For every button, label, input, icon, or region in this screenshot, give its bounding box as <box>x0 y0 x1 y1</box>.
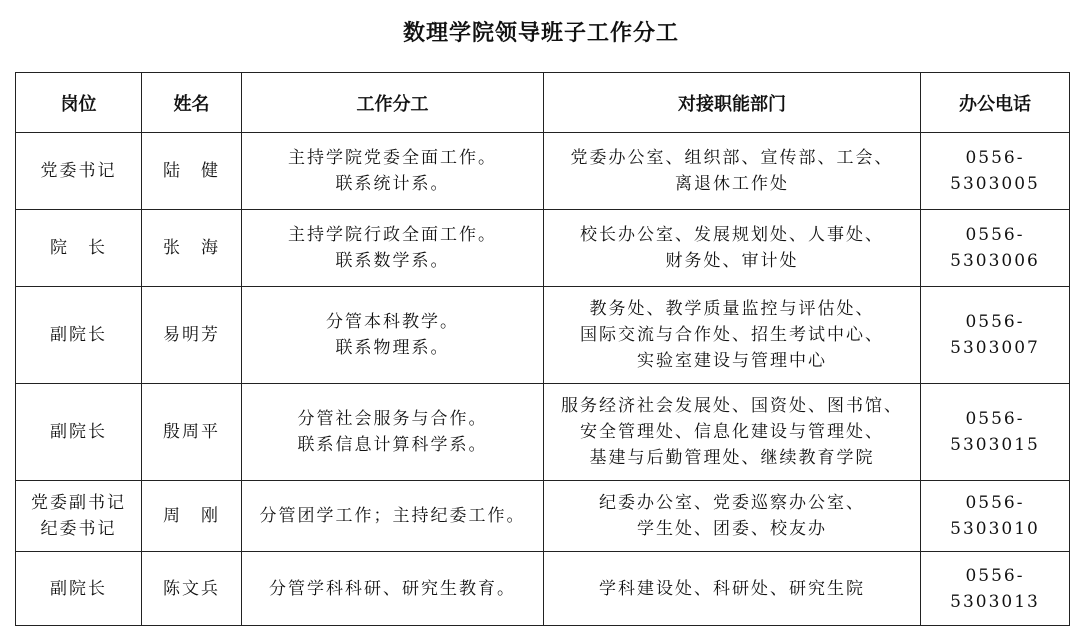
table-header-row <box>16 73 1070 133</box>
position-text: 纪委书记 <box>40 519 117 539</box>
duty-line: 主持学院党委全面工作。 <box>288 148 497 168</box>
name-cell: 周 刚 <box>142 481 242 552</box>
table-row <box>16 133 1070 210</box>
department-line: 安全管理处、信息化建设与管理处、 <box>580 422 884 442</box>
department-line: 校长办公室、发展规划处、人事处、 <box>580 225 884 245</box>
position-cell <box>16 210 142 287</box>
position-text: 副院长 <box>50 578 107 599</box>
header-name: 姓名 <box>142 73 242 133</box>
position-text: 党委书记 <box>40 161 117 181</box>
duty-line: 分管团学工作；主持纪委工作。 <box>259 506 526 526</box>
name-cell: 殷周平 <box>142 384 242 481</box>
phone-cell: 0556-5303007 <box>921 287 1070 384</box>
duties-cell <box>242 481 544 552</box>
department-line: 党委办公室、组织部、宣传部、工会、 <box>570 148 894 168</box>
phone-cell: 0556-5303015 <box>921 384 1070 481</box>
department-line: 学科建设处、科研处、研究生院 <box>599 578 865 599</box>
position-text: 副院长 <box>50 422 107 442</box>
department-line: 教务处、教学质量监控与评估处、 <box>589 299 875 319</box>
position-cell <box>16 287 142 384</box>
table-row <box>16 481 1070 552</box>
position-text: 党委副书记 <box>31 493 126 513</box>
phone-cell: 0556-5303005 <box>921 133 1070 210</box>
department-line: 财务处、审计处 <box>665 251 799 271</box>
table-row <box>16 210 1070 287</box>
duty-line: 分管学科科研、研究生教育。 <box>269 578 516 599</box>
department-line: 基建与后勤管理处、继续教育学院 <box>589 448 875 468</box>
phone-cell: 0556-5303010 <box>921 481 1070 552</box>
duty-line: 分管社会服务与合作。 <box>297 409 488 429</box>
duty-line: 联系信息计算科学系。 <box>297 435 488 455</box>
department-line: 国际交流与合作处、招生考试中心、 <box>580 325 884 345</box>
name-cell: 张 海 <box>142 210 242 287</box>
departments-cell <box>544 384 921 481</box>
phone-cell: 0556-5303006 <box>921 210 1070 287</box>
department-line: 实验室建设与管理中心 <box>637 351 827 371</box>
department-line: 学生处、团委、校友办 <box>637 519 827 539</box>
position-cell <box>16 481 142 552</box>
department-line: 纪委办公室、党委巡察办公室、 <box>599 493 865 513</box>
departments-cell <box>544 287 921 384</box>
header-departments: 对接职能部门 <box>544 73 921 133</box>
name-cell: 陈文兵 <box>142 552 242 626</box>
duty-line: 联系统计系。 <box>335 174 450 194</box>
duty-line: 分管本科教学。 <box>326 312 459 332</box>
leadership-table <box>15 72 1070 626</box>
duties-cell <box>242 384 544 481</box>
departments-cell <box>544 133 921 210</box>
department-line: 离退休工作处 <box>675 174 789 194</box>
duties-cell <box>242 133 544 210</box>
duties-cell <box>242 287 544 384</box>
departments-cell <box>544 210 921 287</box>
position-cell <box>16 384 142 481</box>
header-position: 岗位 <box>16 73 142 133</box>
name-cell: 陆 健 <box>142 133 242 210</box>
position-text: 院 长 <box>50 238 107 258</box>
duty-line: 联系物理系。 <box>335 338 450 358</box>
position-cell <box>16 133 142 210</box>
header-duties: 工作分工 <box>242 73 544 133</box>
name-cell: 易明芳 <box>142 287 242 384</box>
duty-line: 联系数学系。 <box>335 251 450 271</box>
departments-cell <box>544 552 921 626</box>
page-title: 数理学院领导班子工作分工 <box>402 21 679 46</box>
duty-line: 主持学院行政全面工作。 <box>288 225 497 245</box>
table-row <box>16 552 1070 626</box>
departments-cell <box>544 481 921 552</box>
department-line: 服务经济社会发展处、国资处、图书馆、 <box>561 396 903 416</box>
position-text: 副院长 <box>50 325 107 345</box>
position-cell <box>16 552 142 626</box>
header-phone: 办公电话 <box>921 73 1070 133</box>
duties-cell <box>242 552 544 626</box>
table-row <box>16 287 1070 384</box>
table-row <box>16 384 1070 481</box>
phone-cell: 0556-5303013 <box>921 552 1070 626</box>
duties-cell <box>242 210 544 287</box>
